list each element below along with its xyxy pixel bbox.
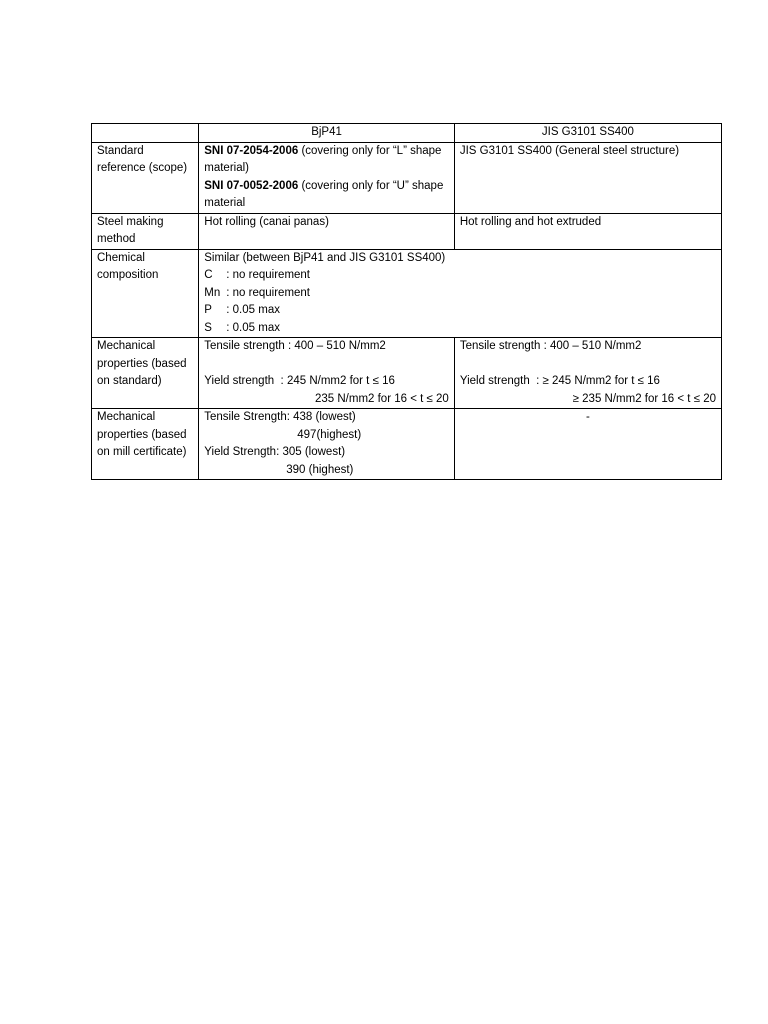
header-bjp41: BjP41 xyxy=(199,124,455,143)
row-label-steel-making-method: Steel making method xyxy=(92,213,199,249)
chemical-mn-value: : no requirement xyxy=(226,286,311,299)
mill-tensile-highest: 497(highest) xyxy=(297,428,362,441)
chemical-intro: Similar (between BjP41 and JIS G3101 SS400) xyxy=(204,251,446,264)
cell-jis-method: Hot rolling and hot extruded xyxy=(454,213,721,249)
row-label-mechanical-mill: Mechanical properties (based on mill certificate) xyxy=(92,409,199,480)
chemical-s-value: : 0.05 max xyxy=(226,321,280,334)
bjp-standard-sni-2054 xyxy=(204,143,449,178)
cell-chemical-composition xyxy=(199,249,722,338)
chemical-s xyxy=(204,320,716,338)
header-empty-cell xyxy=(92,124,199,143)
bjp-tensile-strength: Tensile strength : 400 – 510 N/mm2 xyxy=(204,340,386,352)
jis-yield-strength-1: Yield strength : ≥ 245 N/mm2 for t ≤ 16 xyxy=(459,375,660,387)
chemical-c xyxy=(204,267,716,285)
table-row-standard-reference xyxy=(92,142,722,213)
cell-jis-standard: JIS G3101 SS400 (General steel structure) xyxy=(454,142,721,213)
sni-0052-code: SNI 07-0052-2006 xyxy=(204,179,299,192)
table-row-mechanical-mill xyxy=(92,409,722,480)
mill-yield-highest: 390 (highest) xyxy=(286,463,354,476)
row-label-standard-reference: Standard reference (scope) xyxy=(92,142,199,213)
header-jis: JIS G3101 SS400 xyxy=(454,124,721,143)
table-row-chemical-composition xyxy=(92,249,722,338)
row-label-mechanical-standard: Mechanical properties (based on standard) xyxy=(92,338,199,409)
header-row xyxy=(92,124,722,143)
jis-tensile-strength: Tensile strength : 400 – 510 N/mm2 xyxy=(459,340,642,352)
cell-bjp-mechanical-standard xyxy=(199,338,455,409)
chemical-mn-key: Mn xyxy=(204,286,221,299)
row-label-chemical-composition: Chemical composition xyxy=(92,249,199,338)
mill-tensile-lowest: Tensile Strength: 438 (lowest) xyxy=(204,411,356,423)
table-row-steel-making-method xyxy=(92,213,722,249)
comparison-table xyxy=(91,123,722,480)
chemical-c-value: : no requirement xyxy=(226,269,311,281)
mill-yield-lowest: Yield Strength: 305 (lowest) xyxy=(204,446,346,458)
table-row-mechanical-standard xyxy=(92,338,722,409)
cell-bjp-method: Hot rolling (canai panas) xyxy=(199,213,455,249)
sni-0052-scope: (covering only for “U” shape material xyxy=(204,179,444,209)
chemical-p xyxy=(204,302,716,320)
cell-bjp-mechanical-mill xyxy=(199,409,455,480)
sni-2054-code: SNI 07-2054-2006 xyxy=(204,144,299,157)
bjp-yield-strength-1: Yield strength : 245 N/mm2 for t ≤ 16 xyxy=(204,375,395,387)
chemical-c-key: C xyxy=(204,269,213,281)
chemical-p-value: : 0.05 max xyxy=(226,304,280,316)
chemical-s-key: S xyxy=(204,321,212,334)
cell-jis-mechanical-mill xyxy=(454,409,721,480)
jis-mill-dash: - xyxy=(585,411,590,423)
jis-yield-strength-2: ≥ 235 N/mm2 for 16 < t ≤ 20 xyxy=(572,392,716,405)
sni-2054-scope: (covering only for “L” shape material) xyxy=(204,144,442,174)
chemical-mn xyxy=(204,285,716,303)
bjp-yield-strength-2: 235 N/mm2 for 16 < t ≤ 20 xyxy=(314,392,449,405)
cell-jis-mechanical-standard xyxy=(454,338,721,409)
chemical-p-key: P xyxy=(204,304,212,316)
cell-bjp-standard xyxy=(199,142,455,213)
bjp-standard-sni-0052 xyxy=(204,178,449,213)
